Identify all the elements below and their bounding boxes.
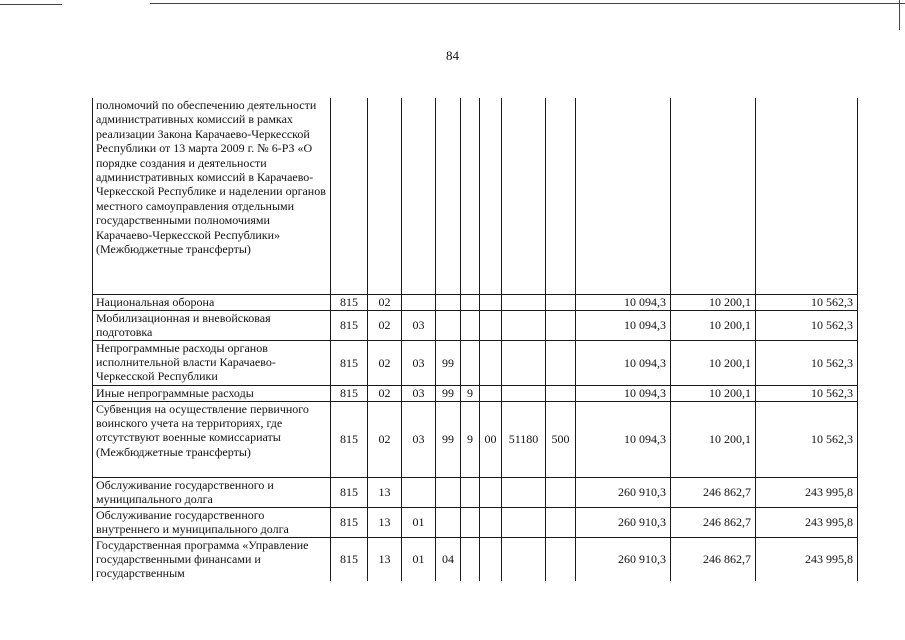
cell-amount-year1: 260 910,3 [576,537,671,581]
cell-code-program [436,294,461,310]
cell-code-subsection: 03 [402,385,436,401]
cell-amount-year3 [756,98,858,294]
cell-amount-year1: 10 094,3 [576,401,671,477]
cell-code-section: 13 [368,477,402,507]
cell-code-subprogram [461,477,480,507]
scan-edge-top [150,3,905,4]
cell-code-subsection [402,98,436,294]
cell-code-expense-type [546,477,576,507]
cell-code-section [368,98,402,294]
row-name: Субвенция на осуществление первичного воинского учета на территориях, где отсутствуют военные комиссариаты (Межбюджетные трансферты) [93,401,331,477]
cell-code-expense-type [546,310,576,340]
cell-code-expense-type: 500 [546,401,576,477]
cell-code-ministry: 815 [331,310,368,340]
cell-code-program [436,507,461,537]
cell-code-section: 02 [368,340,402,385]
cell-code-main-event [480,477,502,507]
cell-code-expense-type [546,98,576,294]
cell-code-program [436,98,461,294]
row-name: Непрограммные расходы органов исполнительной власти Карачаево-Черкесской Республики [93,340,331,385]
cell-amount-year2: 10 200,1 [671,340,756,385]
cell-code-expense-type [546,537,576,581]
table-row [93,385,858,401]
cell-amount-year3: 10 562,3 [756,310,858,340]
cell-code-section: 13 [368,537,402,581]
cell-code-direction [502,385,546,401]
cell-code-program [436,477,461,507]
cell-code-subprogram [461,98,480,294]
cell-amount-year2 [671,98,756,294]
cell-code-main-event [480,98,502,294]
cell-code-main-event [480,340,502,385]
cell-amount-year1: 260 910,3 [576,477,671,507]
cell-code-program: 99 [436,385,461,401]
cell-amount-year3: 243 995,8 [756,477,858,507]
cell-amount-year1: 260 910,3 [576,507,671,537]
cell-code-subsection [402,477,436,507]
table-row [93,401,858,477]
cell-code-expense-type [546,507,576,537]
cell-code-ministry: 815 [331,294,368,310]
cell-amount-year2: 10 200,1 [671,385,756,401]
cell-code-expense-type [546,294,576,310]
cell-code-ministry: 815 [331,507,368,537]
cell-code-main-event [480,294,502,310]
cell-code-subprogram: 9 [461,401,480,477]
cell-code-ministry: 815 [331,340,368,385]
cell-amount-year2: 246 862,7 [671,477,756,507]
cell-code-program: 99 [436,401,461,477]
cell-amount-year2: 10 200,1 [671,294,756,310]
row-name: Государственная программа «Управление государственными финансами и государственным [93,537,331,581]
cell-amount-year2: 10 200,1 [671,310,756,340]
cell-code-main-event [480,507,502,537]
page-number: 84 [446,48,459,63]
cell-code-main-event: 00 [480,401,502,477]
row-name: Иные непрограммные расходы [93,385,331,401]
cell-code-section: 02 [368,310,402,340]
cell-code-direction [502,477,546,507]
cell-amount-year1 [576,98,671,294]
cell-amount-year1: 10 094,3 [576,310,671,340]
cell-amount-year1: 10 094,3 [576,385,671,401]
cell-code-subsection [402,294,436,310]
cell-code-subprogram [461,507,480,537]
cell-amount-year3: 243 995,8 [756,507,858,537]
row-name: Мобилизационная и вневойсковая подготовка [93,310,331,340]
cell-code-subprogram [461,294,480,310]
cell-code-subprogram [461,340,480,385]
row-name: полномочий по обеспечению деятельности административных комиссий в рамках реализации Закона Карачаево-Черкесской Республики от 13 марта 2009 г. № 6-РЗ «О порядке создания и деятельности административных комиссий в Карачаево-Черкесской Республике и наделении органов местного самоуправления отдельными государственными полномочиями Карачаево-Черкесской Республики» (Межбюджетные трансферты) [93,98,331,294]
cell-code-section: 02 [368,385,402,401]
cell-code-direction [502,507,546,537]
cell-code-ministry: 815 [331,401,368,477]
cell-code-expense-type [546,340,576,385]
cell-amount-year3: 10 562,3 [756,340,858,385]
cell-code-direction [502,98,546,294]
cell-code-direction [502,294,546,310]
table-row [93,294,858,310]
cell-code-program: 04 [436,537,461,581]
cell-code-direction: 51180 [502,401,546,477]
cell-code-main-event [480,310,502,340]
cell-code-main-event [480,537,502,581]
table-row [93,98,858,294]
budget-table [92,98,858,581]
scan-edge-top-left [0,4,62,5]
cell-amount-year2: 10 200,1 [671,401,756,477]
table-row [93,537,858,581]
cell-code-ministry: 815 [331,385,368,401]
cell-code-program: 99 [436,340,461,385]
row-name: Обслуживание государственного и муниципального долга [93,477,331,507]
cell-amount-year3: 10 562,3 [756,294,858,310]
cell-code-main-event [480,385,502,401]
cell-code-expense-type [546,385,576,401]
cell-code-direction [502,310,546,340]
table-row [93,477,858,507]
row-name: Национальная оборона [93,294,331,310]
cell-code-ministry: 815 [331,537,368,581]
cell-code-subsection: 01 [402,507,436,537]
cell-code-ministry: 815 [331,477,368,507]
cell-code-subprogram: 9 [461,385,480,401]
cell-code-program [436,310,461,340]
cell-code-subsection: 03 [402,310,436,340]
cell-amount-year2: 246 862,7 [671,537,756,581]
cell-code-section: 02 [368,401,402,477]
table-row [93,340,858,385]
table-row [93,310,858,340]
row-name: Обслуживание государственного внутреннего и муниципального долга [93,507,331,537]
cell-code-subsection: 03 [402,340,436,385]
cell-code-direction [502,340,546,385]
table-row [93,507,858,537]
cell-code-section: 02 [368,294,402,310]
cell-code-subprogram [461,537,480,581]
cell-amount-year1: 10 094,3 [576,294,671,310]
cell-amount-year3: 10 562,3 [756,385,858,401]
cell-code-subsection: 03 [402,401,436,477]
cell-amount-year1: 10 094,3 [576,340,671,385]
cell-code-subprogram [461,310,480,340]
cell-code-subsection: 01 [402,537,436,581]
cell-code-ministry [331,98,368,294]
cell-code-section: 13 [368,507,402,537]
cell-amount-year3: 10 562,3 [756,401,858,477]
cell-code-direction [502,537,546,581]
scan-edge-right [899,0,900,30]
cell-amount-year3: 243 995,8 [756,537,858,581]
cell-amount-year2: 246 862,7 [671,507,756,537]
